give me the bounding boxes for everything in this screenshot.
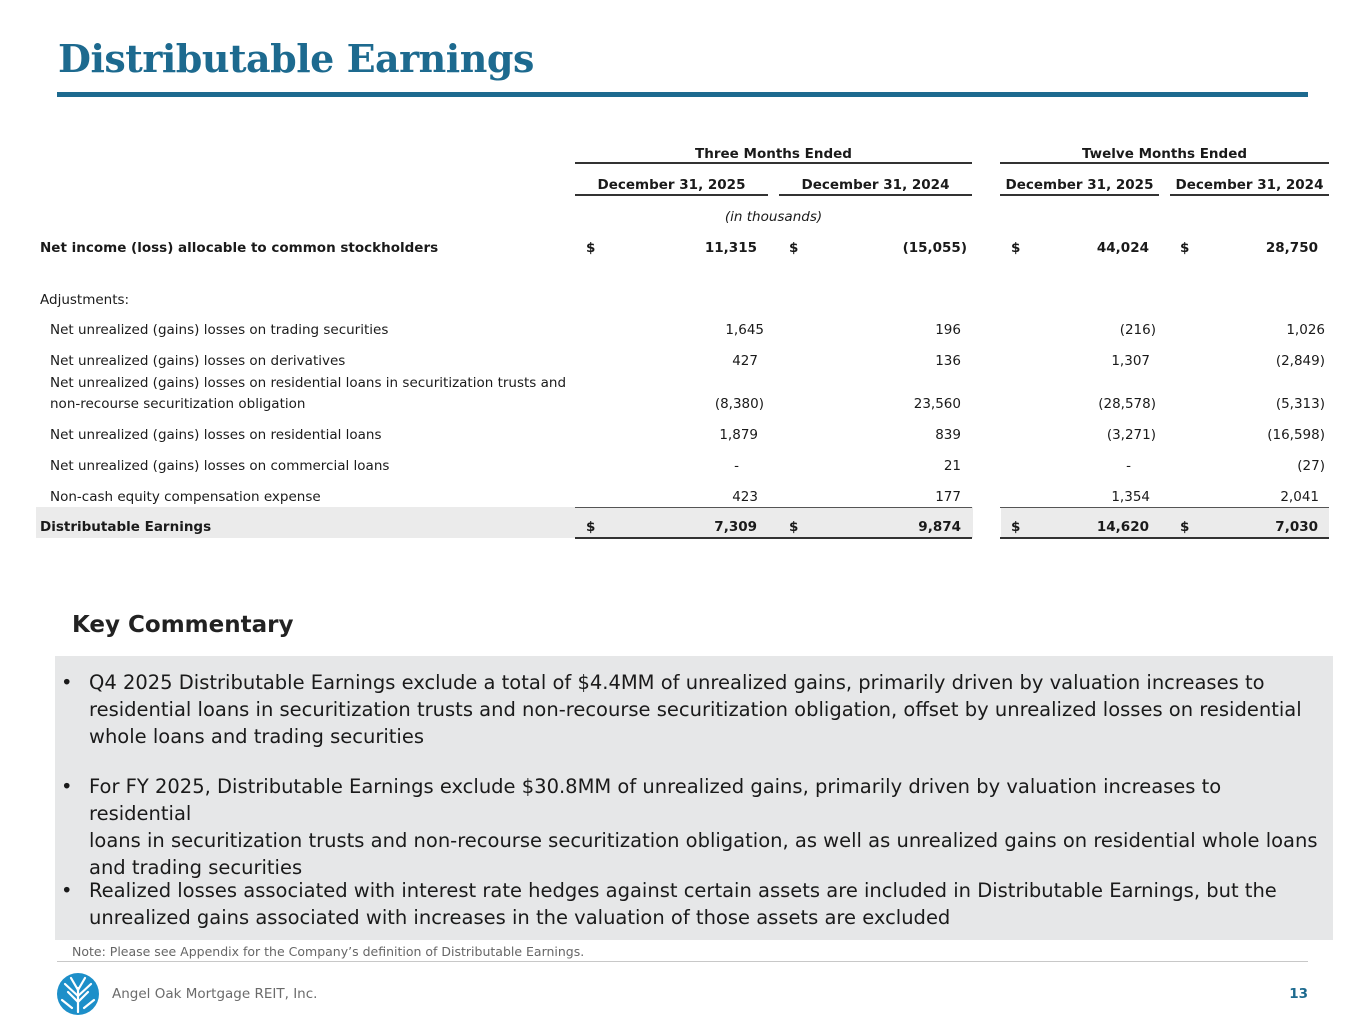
table-cell: 839 <box>935 427 961 443</box>
header-rule <box>1000 162 1329 164</box>
table-cell: (5,313) <box>1275 396 1325 412</box>
table-cell: (28,578) <box>1098 396 1156 412</box>
currency-symbol: $ <box>586 519 596 535</box>
table-cell: (2,849) <box>1275 353 1325 369</box>
period-header: December 31, 2025 <box>1005 177 1154 193</box>
currency-symbol: $ <box>586 240 596 256</box>
table-cell: 14,620 <box>1096 519 1149 535</box>
header-rule <box>779 194 972 196</box>
table-cell: 1,026 <box>1286 322 1325 338</box>
table-cell: (216) <box>1119 322 1156 338</box>
table-cell: (15,055) <box>902 240 967 256</box>
bullet-line: Q4 2025 Distributable Earnings exclude a total of $4.4MM of unrealized gains, primarily driven by valuation increases to <box>89 671 1265 694</box>
table-cell: 1,879 <box>719 427 758 443</box>
bullet-line: loans in securitization trusts and non-recourse securitization obligation, as well as unrealized gains on residential whole loans <box>89 829 1318 852</box>
currency-symbol: $ <box>789 519 799 535</box>
table-cell: - <box>734 458 739 474</box>
table-cell: 44,024 <box>1096 240 1149 256</box>
table-cell: 427 <box>732 353 758 369</box>
row-label: Net unrealized (gains) losses on derivatives <box>50 353 346 369</box>
table-cell: 1,307 <box>1111 353 1150 369</box>
bullet-icon: • <box>61 879 73 902</box>
bullet-line: whole loans and trading securities <box>89 725 424 748</box>
currency-symbol: $ <box>1011 519 1021 535</box>
currency-symbol: $ <box>1180 519 1190 535</box>
bullet-line: residential loans in securitization trusts and non-recourse securitization obligation, offset by unrealized losses on residential <box>89 698 1302 721</box>
company-name: Angel Oak Mortgage REIT, Inc. <box>112 986 318 1002</box>
page-number: 13 <box>1289 986 1308 1002</box>
table-cell: (16,598) <box>1267 427 1325 443</box>
period-header: December 31, 2024 <box>1175 177 1324 193</box>
row-label: Distributable Earnings <box>40 519 212 535</box>
row-label: Non-cash equity compensation expense <box>50 489 321 505</box>
currency-symbol: $ <box>1180 240 1190 256</box>
total-rule <box>575 537 972 539</box>
row-label: Adjustments: <box>40 292 130 308</box>
table-cell: 7,030 <box>1275 519 1318 535</box>
header-rule <box>1170 194 1329 196</box>
group-header-three-months: Three Months Ended <box>695 146 852 162</box>
table-cell: 7,309 <box>714 519 757 535</box>
bullet-icon: • <box>61 671 73 694</box>
group-header-twelve-months: Twelve Months Ended <box>1081 146 1248 162</box>
commentary-title: Key Commentary <box>72 612 294 638</box>
row-label: Net income (loss) allocable to common stockholders <box>40 240 439 256</box>
header-rule <box>1000 194 1159 196</box>
table-cell: 177 <box>935 489 961 505</box>
bullet-icon: • <box>61 775 73 798</box>
table-cell: 1,354 <box>1111 489 1150 505</box>
row-label: Net unrealized (gains) losses on residential loans in securitization trusts and <box>50 375 567 391</box>
currency-symbol: $ <box>1011 240 1021 256</box>
table-cell: 9,874 <box>918 519 961 535</box>
bullet-line: Realized losses associated with interest rate hedges against certain assets are included in Distributable Earnings, but the <box>89 879 1277 902</box>
row-label: Net unrealized (gains) losses on commercial loans <box>50 458 390 474</box>
table-cell: 1,645 <box>725 322 764 338</box>
table-cell: 28,750 <box>1265 240 1318 256</box>
table-cell: (8,380) <box>714 396 764 412</box>
table-cell: 196 <box>935 322 961 338</box>
table-cell: 423 <box>732 489 758 505</box>
row-label: Net unrealized (gains) losses on trading securities <box>50 322 389 338</box>
table-cell: 23,560 <box>913 396 961 412</box>
period-header: December 31, 2025 <box>597 177 746 193</box>
page-title: Distributable Earnings <box>58 36 534 81</box>
units-note: (in thousands) <box>724 209 823 225</box>
bullet-line: For FY 2025, Distributable Earnings exclude $30.8MM of unrealized gains, primarily driven by valuation increases to residential <box>89 775 1222 825</box>
subtotal-rule <box>1000 507 1329 508</box>
bullet-line: unrealized gains associated with increases in the valuation of those assets are excluded <box>89 906 951 929</box>
table-cell: (27) <box>1297 458 1325 474</box>
table-cell: 136 <box>935 353 961 369</box>
angel-oak-logo-icon <box>56 972 100 1016</box>
period-header: December 31, 2024 <box>801 177 950 193</box>
subtotal-rule <box>575 507 972 508</box>
header-rule <box>575 162 972 164</box>
bullet-line: and trading securities <box>89 856 303 879</box>
currency-symbol: $ <box>789 240 799 256</box>
row-label: Net unrealized (gains) losses on residential loans <box>50 427 382 443</box>
table-cell: 21 <box>943 458 961 474</box>
table-cell: 2,041 <box>1280 489 1319 505</box>
table-cell: (3,271) <box>1106 427 1156 443</box>
commentary-box <box>55 656 1333 940</box>
total-rule <box>1000 537 1329 539</box>
table-cell: 11,315 <box>704 240 757 256</box>
footer-divider <box>57 961 1308 962</box>
header-rule <box>575 194 768 196</box>
footnote: Note: Please see Appendix for the Company’s definition of Distributable Earnings. <box>72 944 585 959</box>
table-cell: - <box>1126 458 1131 474</box>
row-label: non-recourse securitization obligation <box>50 396 306 412</box>
